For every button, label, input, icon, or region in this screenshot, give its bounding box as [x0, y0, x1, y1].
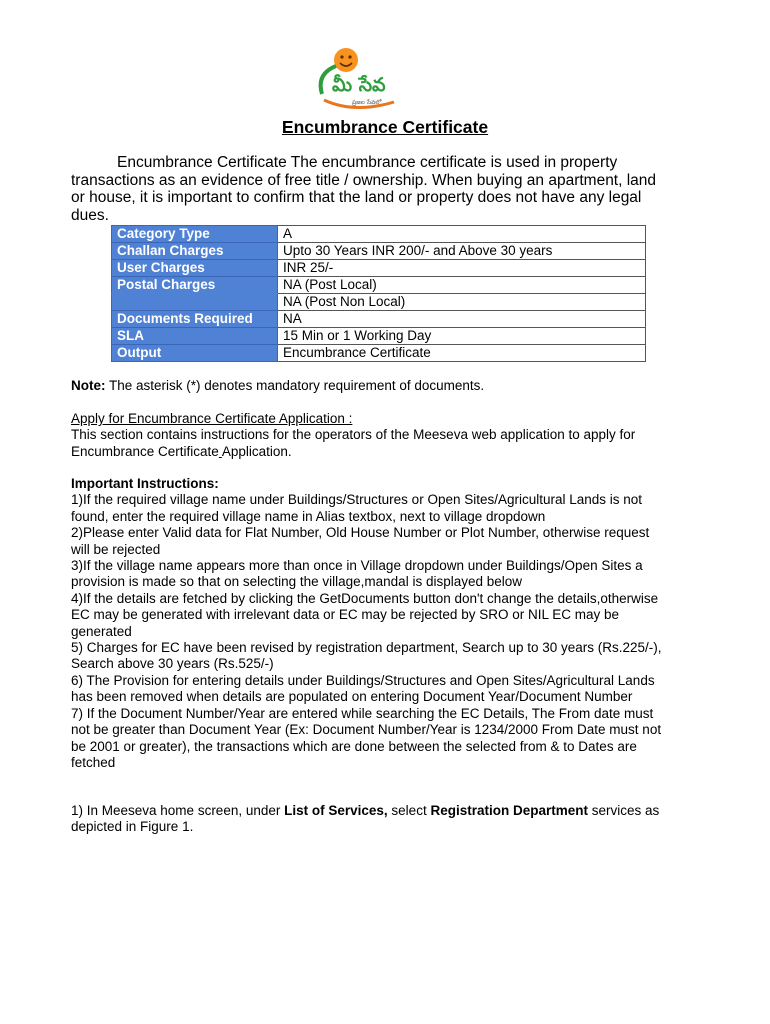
sla-label: SLA: [112, 328, 278, 345]
intro-paragraph: Encumbrance Certificate The encumbrance certificate is used in property transactions as an evidence of free title / ownership. When buying an apartment, land or house, it is important to confirm that the land or property does not have any legal dues.: [71, 154, 657, 224]
list-item: 7) If the Document Number/Year are entered while searching the EC Details, The From date must not be greater than Document Year (Ex: Document Number/Year is 1234/2000 From Date must not be 2001 or greater), the transactions which are done between the selected from & to Dates are fetched: [71, 705, 662, 770]
table-row: [112, 345, 646, 362]
table-row: [112, 328, 646, 345]
table-row: [112, 243, 646, 260]
challan-charges-value: Upto 30 Years INR 200/- and Above 30 years: [278, 243, 646, 260]
table-row: [112, 277, 646, 294]
category-type-label: Category Type: [112, 226, 278, 243]
user-charges-label: User Charges: [112, 260, 278, 277]
table-row: [112, 311, 646, 328]
sla-value: 15 Min or 1 Working Day: [278, 328, 646, 345]
note-text: The asterisk (*) denotes mandatory requirement of documents.: [105, 378, 485, 393]
table-row: [112, 226, 646, 243]
output-value: Encumbrance Certificate: [278, 345, 646, 362]
instructions-heading: Important Instructions:: [71, 476, 219, 491]
list-item: 3)If the village name appears more than once in Village dropdown under Buildings/Open Sites a provision is made so that on selecting the village,mandal is displayed below: [71, 558, 643, 590]
category-type-value: A: [278, 226, 646, 243]
postal-charges-label: Postal Charges: [112, 277, 278, 294]
note-paragraph: [71, 378, 671, 394]
apply-text: This section contains instructions for the operators of the Meeseva web application to apply for Encumbrance Certificate Application.: [71, 427, 636, 459]
documents-required-value: NA: [278, 311, 646, 328]
apply-section: [71, 411, 671, 460]
service-info-table: [111, 225, 646, 362]
table-row: [112, 260, 646, 277]
list-item: 1)If the required village name under Buildings/Structures or Open Sites/Agricultural Lands is not found, enter the required village name in Alias textbox, next to village dropdown: [71, 492, 643, 524]
table-row: [112, 294, 646, 311]
svg-text:ప్రజల సేవలో: ప్రజల సేవలో: [352, 99, 382, 106]
step-1-paragraph: 1) In Meeseva home screen, under List of Services, select Registration Department services as depicted in Figure 1.: [71, 803, 660, 835]
list-item: 4)If the details are fetched by clicking the GetDocuments button don't change the details,otherwise EC may be generated with irrelevant data or EC may be rejected by SRO or NIL EC may be generated: [71, 590, 659, 639]
list-item: 6) The Provision for entering details under Buildings/Structures and Open Sites/Agricultural Lands has been removed when details are populated on entering Document Year/Document Number: [71, 672, 655, 705]
note-label: Note:: [71, 378, 106, 393]
list-item: 2)Please enter Valid data for Flat Number, Old House Number or Plot Number, otherwise request will be rejected: [71, 525, 650, 557]
postal-charges-value-local: NA (Post Local): [278, 277, 646, 294]
page-title: Encumbrance Certificate: [281, 117, 489, 137]
important-instructions: [71, 476, 671, 771]
apply-heading: Apply for Encumbrance Certificate Application :: [71, 411, 353, 426]
svg-text:మీ సేవ: మీ సేవ: [332, 74, 386, 96]
challan-charges-label: Challan Charges: [112, 243, 278, 260]
user-charges-value: INR 25/-: [278, 260, 646, 277]
postal-charges-value-nonlocal: NA (Post Non Local): [278, 294, 646, 311]
postal-charges-label-cont: [112, 294, 278, 311]
list-item: 5) Charges for EC have been revised by registration department, Search up to 30 years (Rs.225/-), Search above 30 years (Rs.525/-): [71, 640, 662, 672]
output-label: Output: [112, 345, 278, 362]
documents-required-label: Documents Required: [112, 311, 278, 328]
meeseva-logo: [314, 44, 420, 114]
